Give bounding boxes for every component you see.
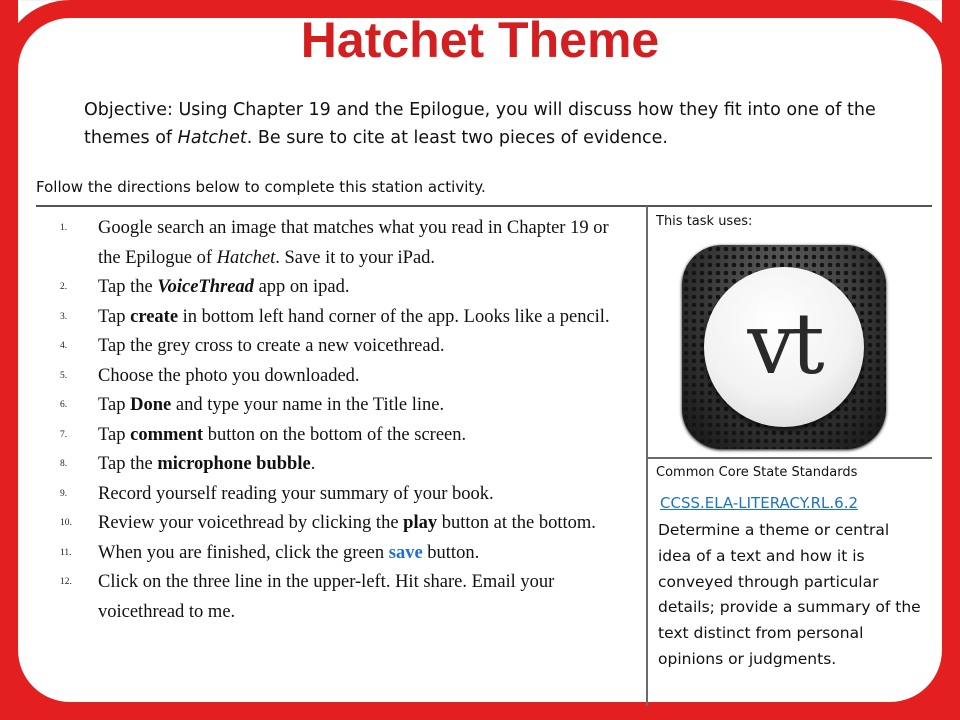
step-text: . — [310, 454, 316, 474]
step-text: Choose the photo you downloaded. — [98, 365, 360, 386]
app-icon-badge — [704, 267, 864, 427]
step-text: microphone bubble — [157, 454, 311, 474]
step-text: VoiceThread — [157, 277, 254, 297]
ccss-standard-link[interactable]: CCSS.ELA-LITERACY.RL.6.2 — [660, 494, 859, 512]
app-icon-text: vt — [747, 295, 821, 393]
step-text: Tap the grey cross to create a new voicethread. — [98, 336, 445, 356]
step-text: Tap the — [98, 277, 158, 297]
task-uses-label: This task uses: — [656, 214, 753, 229]
objective-prefix: Objective: Using Chapter 19 and the Epilogue, you will discuss how they fit into one of the themes of — [84, 100, 876, 148]
step-item — [60, 332, 620, 362]
step-number: 2. — [60, 282, 68, 292]
step-text: Tap — [98, 306, 131, 327]
step-text: . Save it to your iPad. — [275, 247, 436, 268]
step-text: in bottom left hand corner of the app. Looks like a pencil. — [178, 306, 610, 327]
step-text: save — [388, 542, 423, 563]
step-text: and type your name in the Title line. — [171, 395, 445, 415]
step-text: Tap — [98, 395, 131, 415]
step-number: 12. — [60, 577, 72, 587]
step-text: comment — [130, 424, 204, 445]
page-title: Hatchet Theme — [300, 12, 660, 68]
step-number: 6. — [60, 400, 68, 410]
step-text: Hatchet — [216, 247, 276, 268]
ccss-description: Determine a theme or central idea of a text and how it is conveyed through particular details; provide a summary of the text distinct from personal opinions or judgments. — [658, 521, 921, 668]
step-text: Google search an image that matches what you read in Chapter 19 or the Epilogue of — [98, 218, 609, 268]
step-text: play — [403, 513, 438, 533]
sidebar-divider — [647, 457, 932, 459]
table-top-rule — [36, 205, 932, 207]
objective-book-title: Hatchet — [177, 128, 247, 148]
step-item — [60, 450, 620, 480]
step-item — [60, 362, 620, 392]
step-number: 11. — [60, 547, 72, 558]
step-number: 1. — [60, 223, 68, 233]
step-number: 10. — [60, 518, 72, 528]
step-text: When you are finished, click the green — [98, 542, 389, 563]
step-item — [60, 391, 620, 421]
step-text: Review your voicethread by clicking the — [98, 513, 404, 533]
objective-suffix: . Be sure to cite at least two pieces of evidence. — [246, 128, 668, 148]
directions-text: Follow the directions below to complete this station activity. — [36, 178, 486, 196]
step-item — [60, 273, 620, 303]
step-text: Click on the three line in the upper-left. Hit share. Email your voicethread to me. — [98, 572, 555, 622]
step-number: 3. — [60, 311, 68, 322]
step-number: 4. — [60, 341, 68, 351]
step-text: button on the bottom of the screen. — [203, 424, 467, 445]
step-text: create — [130, 306, 179, 327]
column-divider — [646, 206, 648, 706]
step-item — [60, 509, 620, 539]
step-number: 9. — [60, 488, 68, 499]
step-text: Tap — [98, 424, 131, 445]
step-text: Record yourself reading your summary of your book. — [98, 483, 494, 504]
steps-list — [60, 214, 620, 627]
step-item — [60, 480, 620, 510]
step-item — [60, 539, 620, 569]
step-text: button. — [422, 542, 480, 563]
step-text: Tap the — [98, 454, 158, 474]
step-item — [60, 303, 620, 333]
step-text: button at the bottom. — [437, 513, 596, 533]
voicethread-app-icon — [682, 245, 886, 449]
step-text: Done — [130, 395, 172, 415]
ccss-label: Common Core State Standards — [656, 465, 858, 480]
step-text: app on ipad. — [253, 277, 350, 297]
step-number: 7. — [60, 429, 68, 440]
step-number: 5. — [60, 370, 68, 381]
objective-text — [84, 96, 884, 152]
step-item — [60, 568, 620, 627]
step-item — [60, 214, 620, 273]
step-number: 8. — [60, 459, 68, 469]
step-item — [60, 421, 620, 451]
